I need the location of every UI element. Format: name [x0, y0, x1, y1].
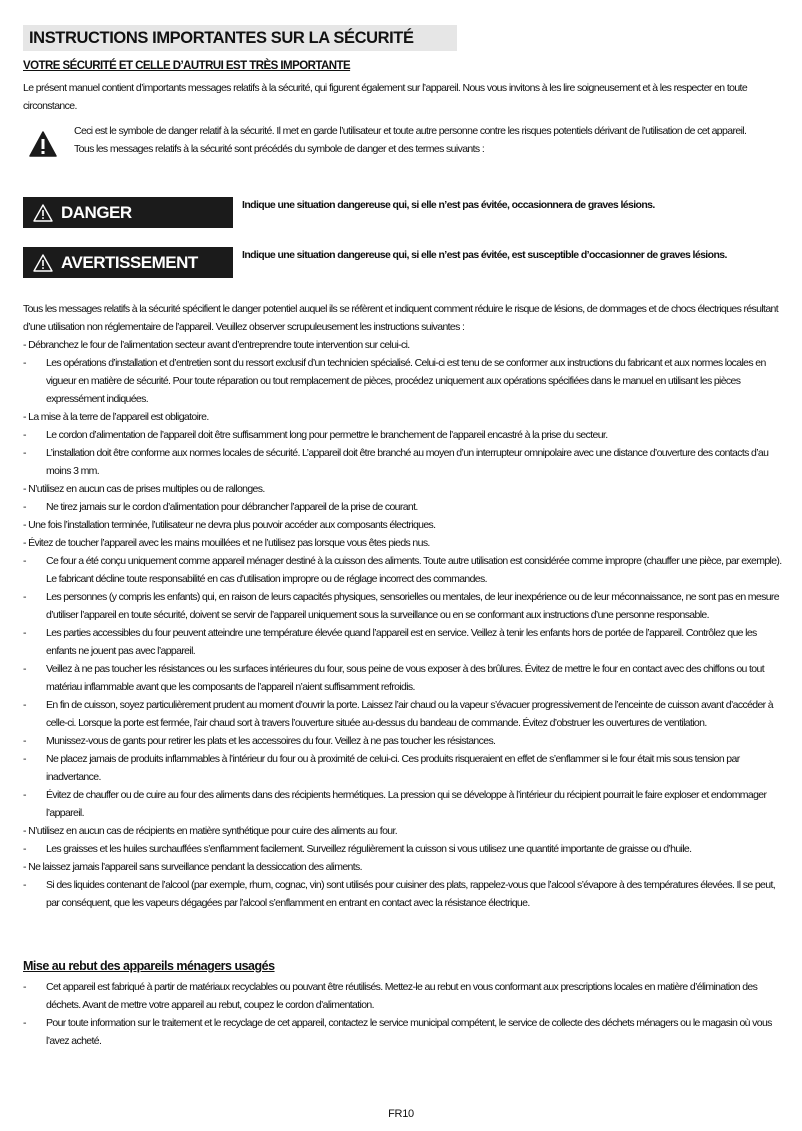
list-item: [23, 840, 783, 858]
list-dash: -: [23, 735, 26, 747]
list-item-text: Si des liquides contenant de l’alcool (par exemple, rhum, cognac, vin) sont utilisés pour cuisiner des plats, rappelez-vous que l’alcool s’évapore à des températures élevées. Il se peut, par conséquent, que les vapeurs dégagées par l’alcool s’enflamment en entrant en contact avec la résistance électrique.: [46, 879, 776, 909]
list-item: [23, 444, 783, 480]
list-item: [23, 354, 783, 408]
list-item-text: L’installation doit être conforme aux normes locales de sécurité. L’appareil doit être branché au moyen d’un interrupteur omnipolaire avec une distance d’ouverture des contacts d’au moins 3 mm.: [46, 447, 769, 477]
warning-description: Indique une situation dangereuse qui, si elle n’est pas évitée, est susceptible d’occasionner de graves lésions.: [242, 249, 727, 261]
page-title: INSTRUCTIONS IMPORTANTES SUR LA SÉCURITÉ: [29, 28, 414, 47]
list-item: [23, 660, 783, 696]
warning-triangle-icon: [29, 131, 57, 157]
list-dash: -: [23, 447, 26, 459]
danger-label: [23, 197, 233, 228]
list-item: [23, 732, 783, 750]
list-dash: -: [23, 753, 26, 765]
safety-instructions: [23, 300, 783, 912]
paragraph: Tous les messages relatifs à la sécurité spécifient le danger potentiel auquel ils se réfèrent et indiquent comment réduire le risque de lésions, de dommages et de chocs électriques résultant d’une utilisation non réglementaire de l’appareil. Veuillez observer scrupuleusement les instructions suivantes :: [23, 303, 778, 333]
list-item: [23, 588, 783, 624]
list-item-text: Les personnes (y compris les enfants) qui, en raison de leurs capacités physiques, sensorielles ou mentales, de leur inexpérience ou de leur méconnaissance, ne sont pas en mesure d’utiliser l’appareil en toute sécurité, doivent se servir de l’appareil uniquement sous la surveillance ou en se conformant aux instructions d’une personne responsable.: [46, 591, 779, 621]
list-dash: -: [23, 879, 26, 891]
instruction-line: - N’utilisez en aucun cas de récipients en matière synthétique pour cuire des aliments au four.: [23, 825, 398, 837]
list-dash: -: [23, 627, 26, 639]
list-dash: -: [23, 591, 26, 603]
list-item-text: En fin de cuisson, soyez particulièrement prudent au moment d’ouvrir la porte. Laissez l’air chaud ou la vapeur s’évacuer progressivement de l’enceinte de cuisson avant d’accéder à celle-ci. Lorsque la porte est fermée, l’air chaud sort à travers l’ouverture située au-dessus du bandeau de commande. Évitez d’obstruer les ouvertures de ventilation.: [46, 699, 774, 729]
list-dash: -: [23, 663, 26, 675]
list-dash: -: [23, 501, 26, 513]
list-item-text: Le cordon d’alimentation de l’appareil doit être suffisamment long pour permettre le branchement de l’appareil encastré à la prise du secteur.: [46, 429, 608, 441]
danger-description: Indique une situation dangereuse qui, si elle n’est pas évitée, occasionnera de graves lésions.: [242, 199, 655, 211]
section-heading: VOTRE SÉCURITÉ ET CELLE D’AUTRUI EST TRÈS IMPORTANTE: [23, 60, 351, 72]
list-item: [23, 1014, 783, 1050]
symbol-note-text: [74, 122, 784, 158]
disposal-instructions: [23, 978, 783, 1050]
intro-paragraph: Le présent manuel contient d’importants messages relatifs à la sécurité, qui figurent également sur l’appareil. Nous vous invitons à les lire soigneusement et à les respecter en toute circonstance.: [23, 82, 748, 112]
instruction-line: - Évitez de toucher l’appareil avec les mains mouillées et ne l’utilisez pas lorsque vous êtes pieds nus.: [23, 537, 430, 549]
warning-triangle-icon: [33, 254, 53, 272]
list-item-text: Les graisses et les huiles surchauffées s’enflamment facilement. Surveillez régulièrement la cuisson si vous utilisez une quantité importante de graisse ou d’huile.: [46, 843, 692, 855]
list-item: [23, 498, 783, 516]
instruction-line: - N’utilisez en aucun cas de prises multiples ou de rallonges.: [23, 483, 265, 495]
disposal-heading: Mise au rebut des appareils ménagers usagés: [23, 959, 275, 973]
list-item: [23, 750, 783, 786]
list-dash: -: [23, 429, 26, 441]
list-item-text: Les opérations d’installation et d’entretien sont du ressort exclusif d’un technicien spécialisé. Celui-ci est tenu de se conformer aux instructions du fabricant et aux normes locales en vigueur en matière de sécurité. Pour toute réparation ou tout remplacement de pièces, procédez uniquement aux opérations spécifiées dans le manuel en utilisant les pièces expressément indiquées.: [46, 357, 766, 405]
danger-label-text: DANGER: [61, 202, 132, 222]
list-item: [23, 978, 783, 1014]
list-dash: -: [23, 981, 26, 993]
list-item-text: Ne tirez jamais sur le cordon d’alimentation pour débrancher l’appareil de la prise de courant.: [46, 501, 418, 513]
list-dash: -: [23, 843, 26, 855]
instruction-line: - Ne laissez jamais l’appareil sans surveillance pendant la dessiccation des aliments.: [23, 861, 362, 873]
instruction-line: - Une fois l’installation terminée, l’utilisateur ne devra plus pouvoir accéder aux composants électriques.: [23, 519, 436, 531]
instruction-line: - La mise à la terre de l’appareil est obligatoire.: [23, 411, 209, 423]
symbol-note-line: Tous les messages relatifs à la sécurité sont précédés du symbole de danger et des termes suivants :: [74, 143, 485, 155]
warning-triangle-icon: [33, 204, 53, 222]
title-bar: [23, 25, 457, 51]
warning-label-text: AVERTISSEMENT: [61, 252, 198, 272]
list-item-text: Veillez à ne pas toucher les résistances ou les surfaces intérieures du four, sous peine de vous exposer à des brûlures. Évitez de mettre le four en contact avec des chiffons ou tout matériau inflammable avant que les composants de l’appareil n’aient suffisamment refroidis.: [46, 663, 764, 693]
instruction-line: - Débranchez le four de l’alimentation secteur avant d’entreprendre toute intervention sur celui-ci.: [23, 339, 410, 351]
warning-label: [23, 247, 233, 278]
list-item: [23, 786, 783, 822]
page-number: FR10: [388, 1108, 414, 1120]
list-item-text: Munissez-vous de gants pour retirer les plats et les accessoires du four. Veillez à ne pas toucher les résistances.: [46, 735, 496, 747]
list-dash: -: [23, 555, 26, 567]
symbol-note-line: Ceci est le symbole de danger relatif à la sécurité. Il met en garde l’utilisateur et toute autre personne contre les risques potentiels dérivant de l’utilisation de cet appareil.: [74, 125, 747, 137]
list-item-text: Évitez de chauffer ou de cuire au four des aliments dans des récipients hermétiques. La pression qui se développe à l’intérieur du récipient pourrait le faire exploser et endommager l’appareil.: [46, 789, 767, 819]
list-item: [23, 696, 783, 732]
list-dash: -: [23, 1017, 26, 1029]
list-item: [23, 624, 783, 660]
list-item: [23, 876, 783, 912]
list-item: [23, 552, 783, 588]
list-item-text: Ne placez jamais de produits inflammables à l’intérieur du four ou à proximité de celui-ci. Ces produits risqueraient en effet de s’enflammer si le four était mis sous tension par inadvertance.: [46, 753, 740, 783]
list-item-text: Cet appareil est fabriqué à partir de matériaux recyclables ou pouvant être réutilisés. Mettez-le au rebut en vous conformant aux prescriptions locales en matière d’élimination des déchets. Avant de mettre votre appareil au rebut, coupez le cordon d’alimentation.: [46, 981, 758, 1011]
list-dash: -: [23, 789, 26, 801]
list-dash: -: [23, 357, 26, 369]
list-item: [23, 426, 783, 444]
list-dash: -: [23, 699, 26, 711]
list-item-text: Les parties accessibles du four peuvent atteindre une température élevée quand l’appareil est en service. Veillez à tenir les enfants hors de portée de l’appareil. Contrôlez que les enfants ne jouent pas avec l’appareil.: [46, 627, 757, 657]
list-item-text: Ce four a été conçu uniquement comme appareil ménager destiné à la cuisson des aliments. Toute autre utilisation est considérée comme impropre (chauffer une pièce, par exemple). Le fabricant décline toute responsabilité en cas d’utilisation impropre ou de réglage incorrect des commandes.: [46, 555, 782, 585]
list-item-text: Pour toute information sur le traitement et le recyclage de cet appareil, contactez le service municipal compétent, le service de collecte des déchets ménagers ou le magasin où vous l’avez acheté.: [46, 1017, 772, 1047]
